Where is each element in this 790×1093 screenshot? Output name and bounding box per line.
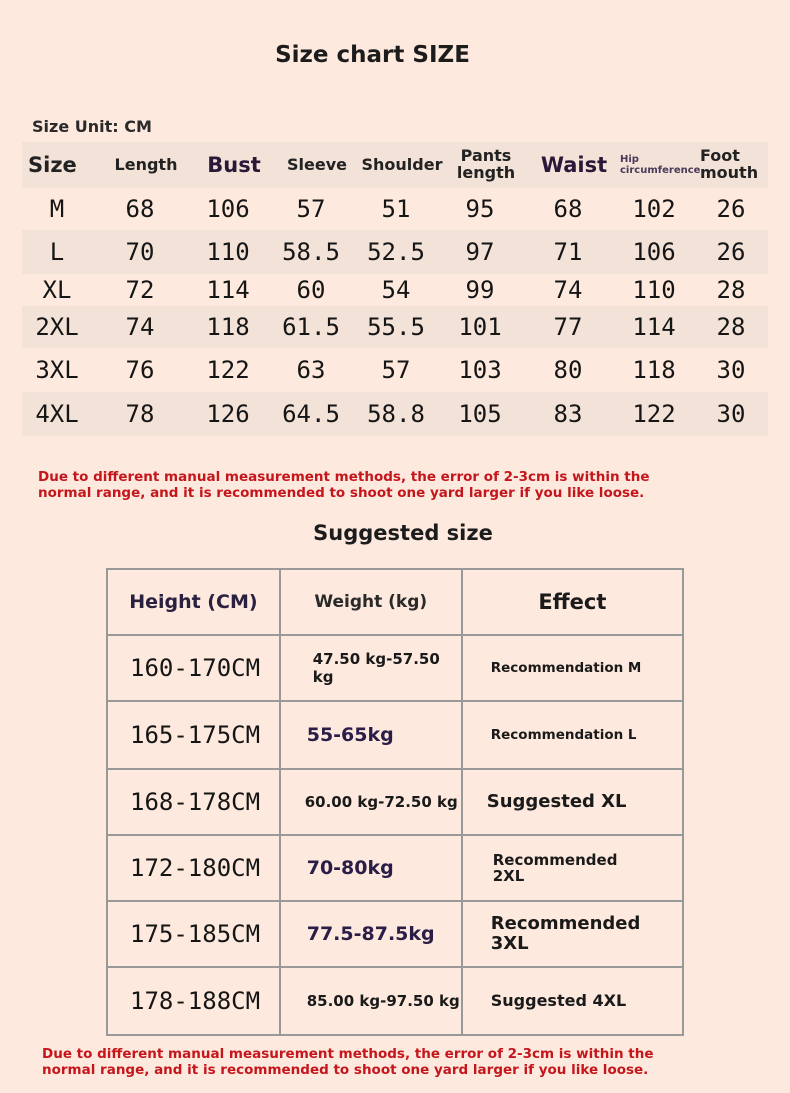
table-cell: 57 [296,195,326,223]
table-cell: 63 [296,356,326,384]
table-cell: 83 [553,400,583,428]
height-cell: 160-170CM [107,635,280,701]
table-cell: 51 [381,195,411,223]
table-cell: 61.5 [282,313,340,341]
table-cell: 99 [465,276,495,304]
table-cell: 71 [553,238,583,266]
table-cell: 64.5 [282,400,340,428]
table-cell: 74 [125,313,155,341]
table-cell: 103 [458,356,502,384]
table-cell: 77 [553,313,583,341]
table-row [107,701,683,769]
table-cell: 70 [125,238,155,266]
effect-cell: Recommendation L [462,701,683,769]
table-cell: 72 [125,276,155,304]
table-cell: 74 [553,276,583,304]
suggested-header-row [107,569,683,635]
table-cell: 58.8 [367,400,425,428]
header-weight: Weight (kg) [280,569,462,635]
height-cell: 172-180CM [107,835,280,901]
table-cell: L [49,238,65,266]
table-cell: 110 [206,238,250,266]
table-cell: 106 [632,238,676,266]
table-row [107,635,683,701]
size-chart-header-row [22,142,768,188]
table-row [22,392,768,436]
table-cell: 54 [381,276,411,304]
table-cell: 118 [206,313,250,341]
table-cell: 68 [553,195,583,223]
table-row [107,901,683,967]
table-cell: 58.5 [282,238,340,266]
table-cell: 30 [716,400,746,428]
header-size: Size [28,152,77,177]
header-hip-circumference: Hip circumference [620,154,701,176]
effect-cell: Suggested 4XL [462,967,683,1035]
height-cell: 168-178CM [107,769,280,835]
table-cell: 97 [465,238,495,266]
table-cell: 2XL [35,313,79,341]
table-cell: 80 [553,356,583,384]
table-cell: 55.5 [367,313,425,341]
table-row [22,306,768,348]
suggested-size-title: Suggested size [313,521,493,545]
page-title: Size chart SIZE [275,42,470,68]
table-cell: XL [42,276,72,304]
table-cell: 4XL [35,400,79,428]
header-waist: Waist [540,152,608,177]
header-effect: Effect [462,569,683,635]
size-unit-label: Size Unit: CM [32,117,152,136]
effect-cell: Suggested XL [462,769,683,835]
effect-cell: Recommended 3XL [462,901,683,967]
table-cell: 106 [206,195,250,223]
header-bust: Bust [207,152,261,177]
size-chart-table [22,142,768,436]
measurement-note-bottom: Due to different manual measurement methods, the error of 2-3cm is within the normal range, and it is recommended to shoot one yard larger if you like loose. [42,1046,654,1078]
table-row [22,348,768,392]
table-cell: 68 [125,195,155,223]
table-cell: 52.5 [367,238,425,266]
table-cell: 95 [465,195,495,223]
table-cell: 114 [206,276,250,304]
header-foot-mouth: Foot mouth [700,146,759,182]
weight-cell: 70-80kg [280,835,462,901]
weight-cell: 85.00 kg-97.50 kg [280,967,462,1035]
table-cell: 28 [716,276,746,304]
header-sleeve: Sleeve [287,154,347,174]
table-cell: M [49,195,65,223]
table-cell: 78 [125,400,155,428]
table-cell: 30 [716,356,746,384]
table-cell: 76 [125,356,155,384]
table-cell: 126 [206,400,250,428]
table-cell: 28 [716,313,746,341]
table-row [22,230,768,274]
header-pants-length: Pants length [456,146,516,182]
effect-cell: Recommendation M [462,635,683,701]
table-cell: 26 [716,238,746,266]
weight-cell: 60.00 kg-72.50 kg [280,769,462,835]
table-row [107,967,683,1035]
table-cell: 101 [458,313,502,341]
height-cell: 175-185CM [107,901,280,967]
header-height: Height (CM) [107,569,280,635]
table-cell: 122 [206,356,250,384]
weight-cell: 47.50 kg-57.50 kg [280,635,462,701]
table-cell: 105 [458,400,502,428]
weight-cell: 55-65kg [280,701,462,769]
header-shoulder: Shoulder [361,154,443,174]
header-length: Length [114,154,178,174]
table-cell: 57 [381,356,411,384]
height-cell: 178-188CM [107,967,280,1035]
table-cell: 26 [716,195,746,223]
height-cell: 165-175CM [107,701,280,769]
measurement-note: Due to different manual measurement methods, the error of 2-3cm is within the normal range, and it is recommended to shoot one yard larger if you like loose. [38,469,650,501]
table-cell: 110 [632,276,676,304]
table-cell: 3XL [35,356,79,384]
table-cell: 102 [632,195,676,223]
table-cell: 60 [296,276,326,304]
table-row [107,835,683,901]
weight-cell: 77.5-87.5kg [280,901,462,967]
table-cell: 114 [632,313,676,341]
table-row [22,188,768,230]
suggested-size-table [106,568,684,1036]
table-row [107,769,683,835]
table-cell: 118 [632,356,676,384]
table-row [22,274,768,306]
table-cell: 122 [632,400,676,428]
effect-cell: Recommended 2XL [462,835,683,901]
